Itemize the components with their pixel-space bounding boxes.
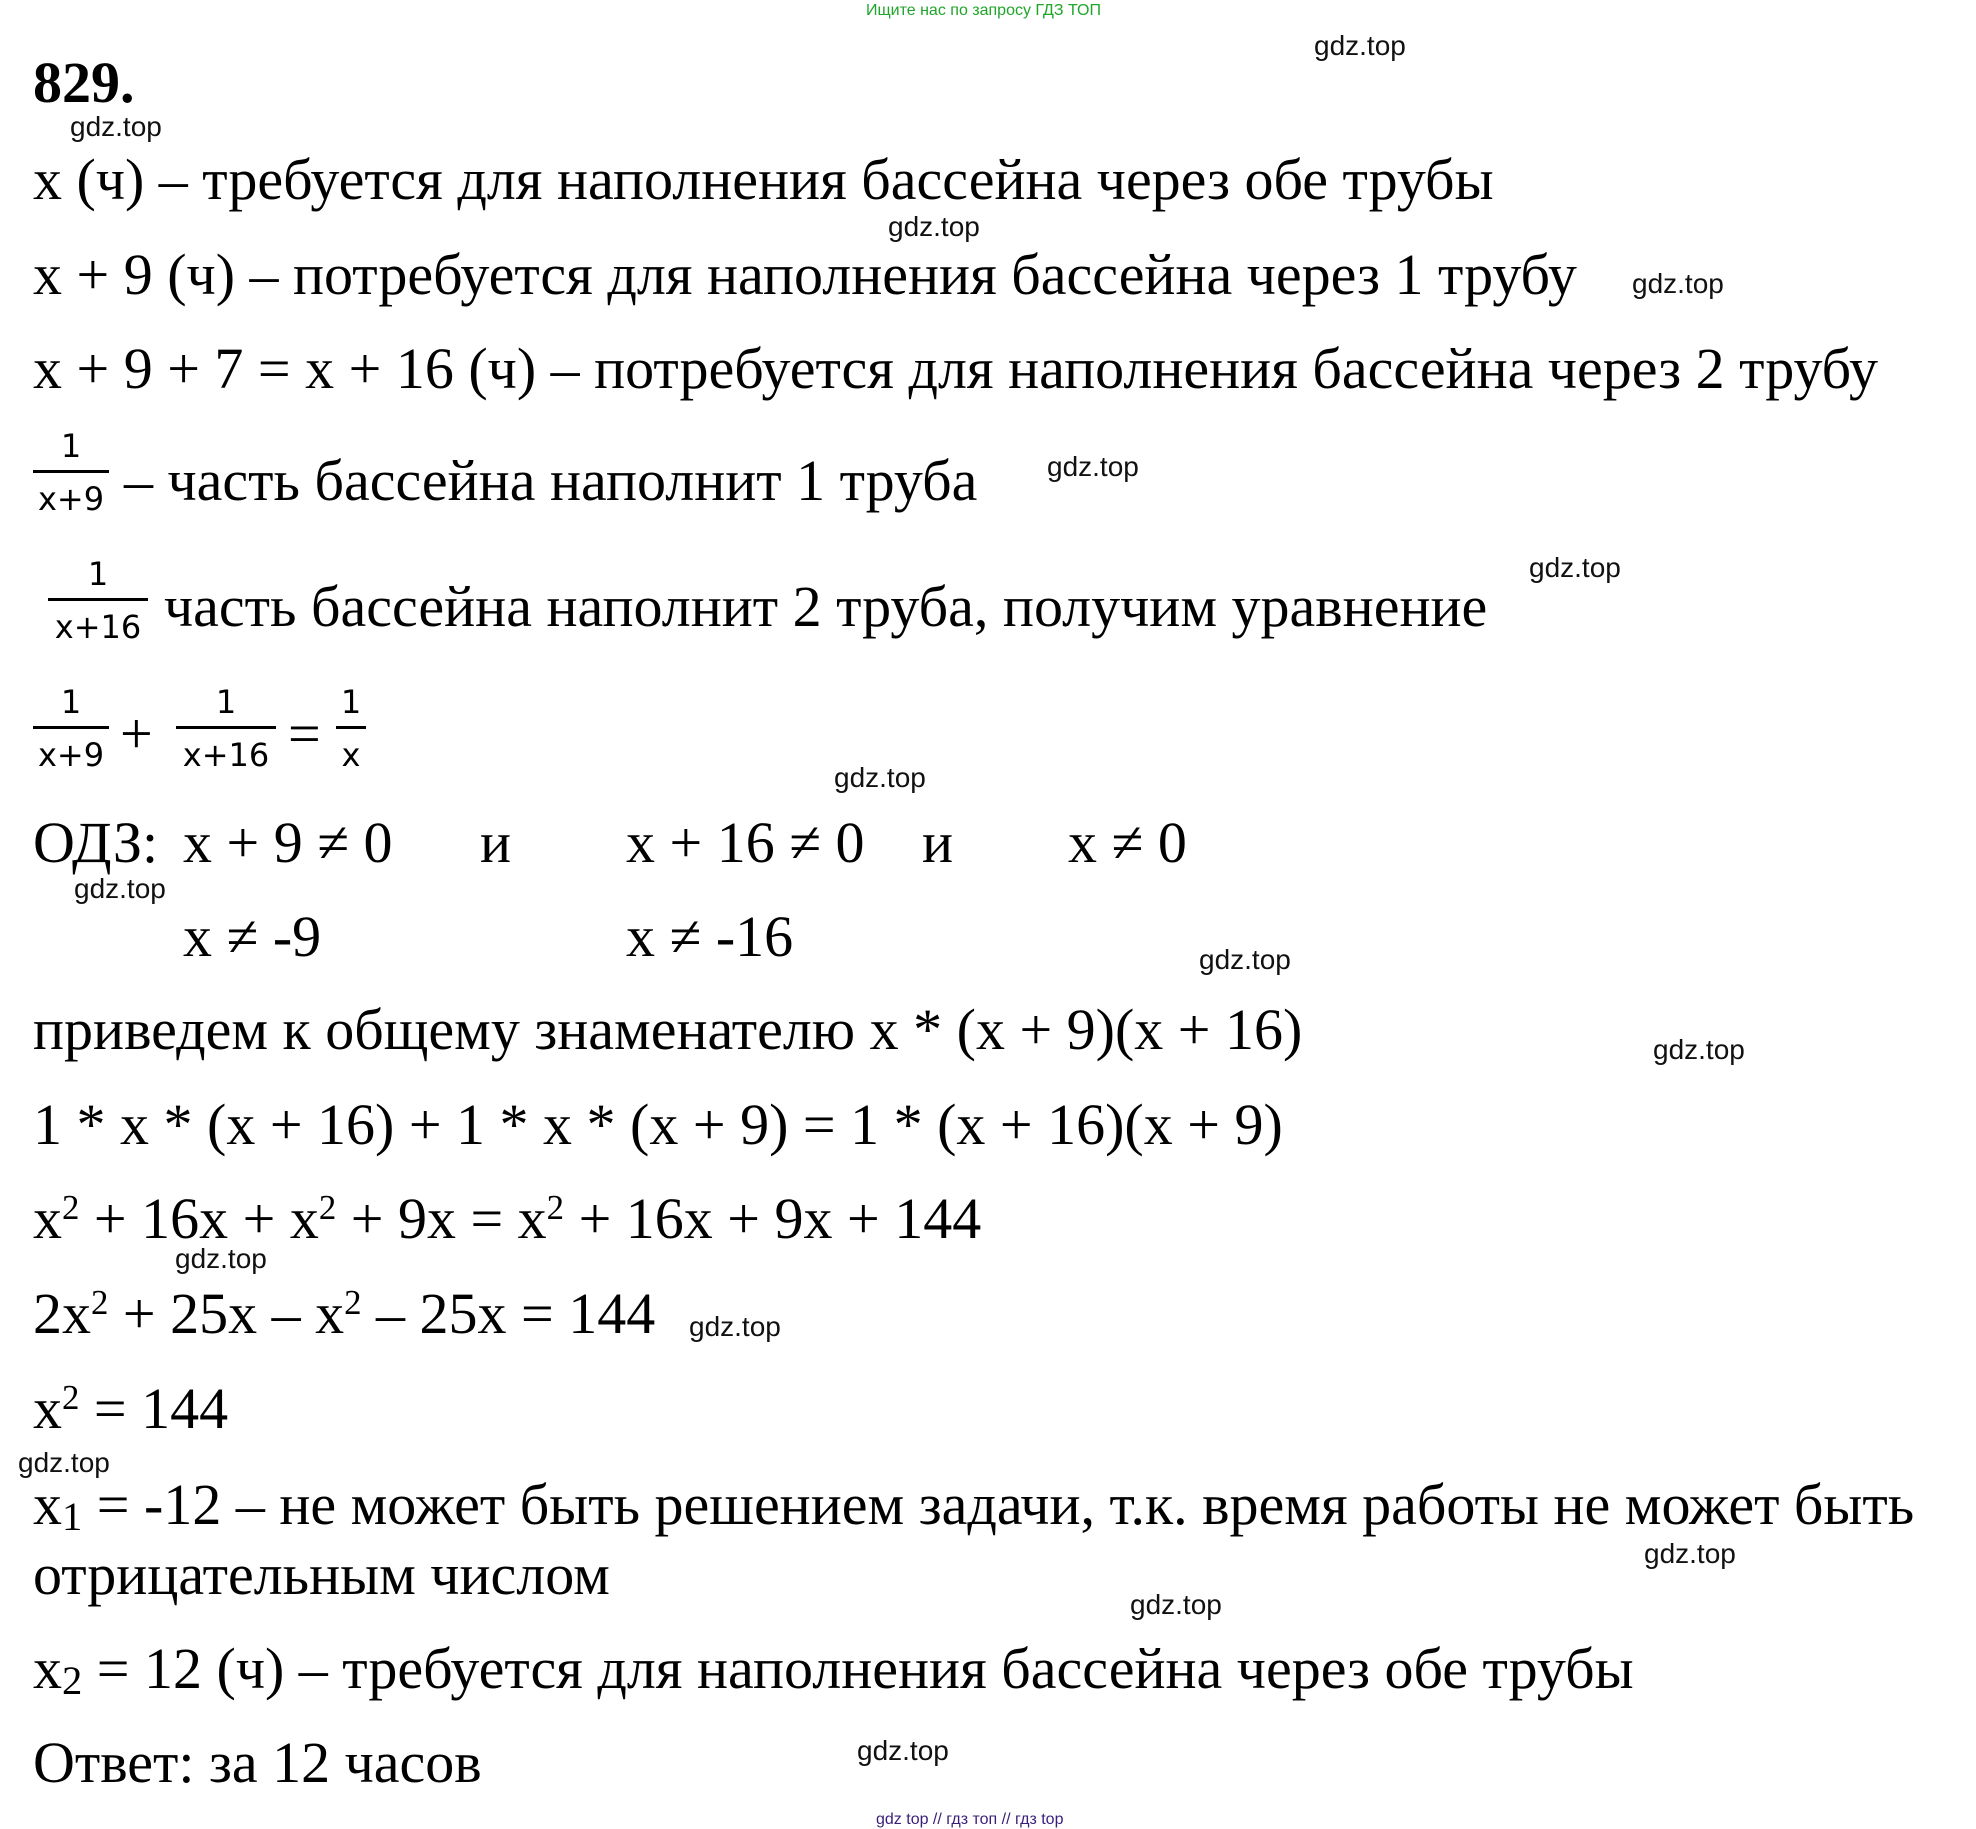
denominator: x+16 — [182, 736, 270, 774]
watermark: gdz.top — [1130, 1589, 1222, 1620]
numerator: 1 — [60, 427, 82, 465]
watermark: gdz.top — [857, 1735, 949, 1766]
watermark: gdz.top — [888, 211, 980, 242]
x1-subscript: 1 — [62, 1494, 83, 1540]
line-x1-cont: отрицательным числом — [33, 1542, 610, 1607]
x1-text: = -12 – не может быть решением задачи, т.к. время работы не может быть — [82, 1472, 1915, 1537]
x2-text: = 12 (ч) – требуется для наполнения бассейна через обе трубы — [82, 1636, 1634, 1701]
denominator: x+16 — [54, 608, 142, 646]
watermark: gdz.top — [74, 873, 166, 904]
line-x-both-pipes: x (ч) – требуется для наполнения бассейна через обе трубы — [33, 147, 1494, 212]
numerator: 1 — [60, 683, 82, 721]
fraction-bar — [33, 470, 109, 473]
line-quadratic-3: $x^2 = 144$ — [33, 1376, 229, 1441]
numerator: 1 — [87, 555, 109, 593]
line-x2 — [33, 1636, 1634, 1704]
odz-cond-2: x + 16 ≠ 0 — [626, 810, 865, 875]
odz-label: ОДЗ: — [33, 810, 159, 875]
odz-cond-3: x ≠ 0 — [1068, 810, 1187, 875]
eq-fraction-c — [336, 683, 366, 774]
line-part-pipe-2: часть бассейна наполнит 2 труба, получим уравнение — [164, 574, 1488, 639]
eq-fraction-b — [176, 683, 276, 774]
watermark: gdz.top — [1644, 1538, 1736, 1569]
line-expanded: 1 * x * (x + 16) + 1 * x * (x + 9) = 1 * (x + 16)(x + 9) — [33, 1092, 1283, 1157]
watermark: gdz.top — [1653, 1034, 1745, 1065]
watermark: gdz.top — [175, 1243, 267, 1274]
odz-result-2: x ≠ -16 — [626, 904, 794, 969]
watermark: gdz.top — [1529, 552, 1621, 583]
line-x-plus-9: x + 9 (ч) – потребуется для наполнения бассейна через 1 трубу — [33, 242, 1577, 307]
watermark: gdz.top — [1314, 30, 1406, 61]
x2-var: x — [33, 1636, 62, 1701]
eq-plus: + — [120, 701, 153, 766]
watermark: gdz.top — [70, 111, 162, 142]
fraction-bar — [336, 726, 366, 729]
x2-subscript: 2 — [62, 1658, 83, 1704]
denominator: x — [341, 736, 361, 774]
watermark: gdz.top — [1632, 268, 1724, 299]
problem-number: 829. — [33, 50, 135, 115]
fraction-1-over-x-plus-9 — [33, 427, 109, 518]
fraction-1-over-x-plus-16 — [48, 555, 148, 646]
denominator: x+9 — [37, 736, 105, 774]
line-x-plus-16: x + 9 + 7 = x + 16 (ч) – потребуется для наполнения бассейна через 2 трубу — [33, 336, 1878, 401]
search-banner[interactable]: Ищите нас по запросу ГДЗ ТОП — [866, 2, 1101, 19]
odz-and-2: и — [922, 810, 954, 875]
fraction-bar — [176, 726, 276, 729]
answer: Ответ: за 12 часов — [33, 1730, 482, 1795]
watermark: gdz.top — [18, 1447, 110, 1478]
numerator: 1 — [340, 683, 362, 721]
odz-cond-1: x + 9 ≠ 0 — [183, 810, 393, 875]
eq-fraction-a — [33, 683, 109, 774]
line-common-denominator: приведем к общему знаменателю x * (x + 9)(x + 16) — [33, 997, 1303, 1062]
x1-var: x — [33, 1472, 62, 1537]
fraction-bar — [33, 726, 109, 729]
watermark: gdz.top — [1199, 944, 1291, 975]
line-part-pipe-1: – часть бассейна наполнит 1 труба — [124, 448, 978, 513]
odz-and-1: и — [480, 810, 512, 875]
line-quadratic-2: $2x^2 + 25x - x^2 - 25x = 144$ — [33, 1281, 656, 1346]
fraction-bar — [48, 598, 148, 601]
line-quadratic-1: $x^2 + 16x + x^2 + 9x = x^2 + 16x + 9x + 144$ — [33, 1186, 982, 1251]
denominator: x+9 — [37, 480, 105, 518]
watermark: gdz.top — [689, 1311, 781, 1342]
footer-links[interactable]: gdz top // гдз топ // гдз top — [876, 1811, 1064, 1828]
watermark: gdz.top — [1047, 451, 1139, 482]
line-x1 — [33, 1472, 1915, 1540]
eq-equals: = — [288, 701, 321, 766]
watermark: gdz.top — [834, 762, 926, 793]
odz-result-1: x ≠ -9 — [183, 904, 322, 969]
numerator: 1 — [215, 683, 237, 721]
